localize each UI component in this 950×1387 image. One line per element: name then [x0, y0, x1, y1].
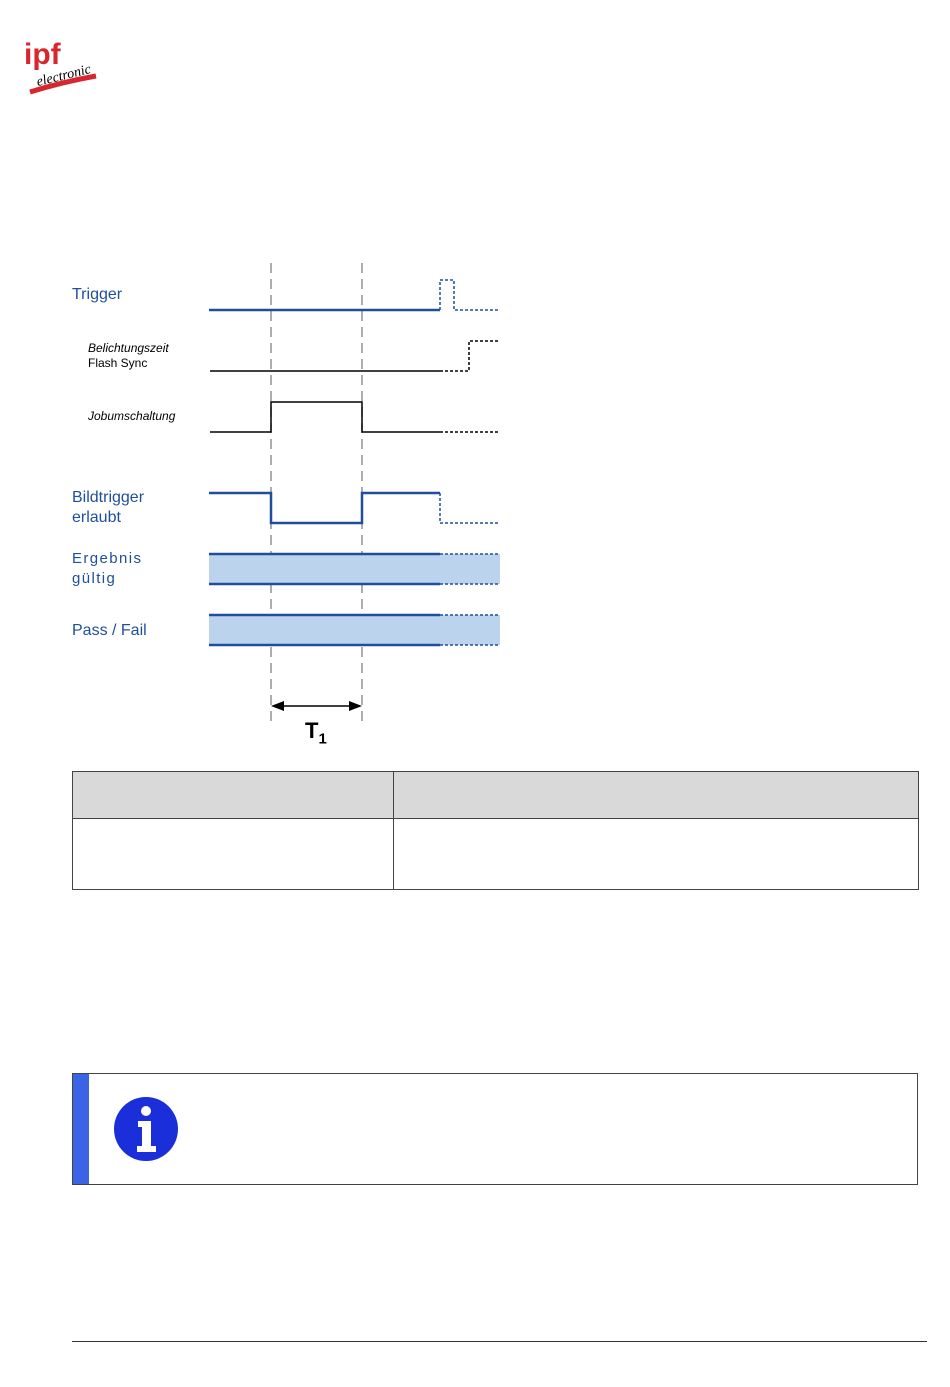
table-header-cell [394, 772, 919, 819]
label-ergebnis-line2: gültig [72, 570, 117, 587]
interval-subscript: 1 [318, 730, 327, 748]
table-cell [394, 819, 919, 890]
label-jobumschaltung: Jobumschaltung [88, 409, 176, 423]
label-ergebnis-line1: Ergebnis [72, 550, 143, 567]
ipf-electronic-logo [22, 38, 100, 98]
table-header-cell [73, 772, 394, 819]
info-note-box [72, 1073, 918, 1185]
label-bildtrigger-line2: erlaubt [72, 509, 121, 526]
t1-arrow [271, 701, 362, 711]
jobumschaltung-waveform [210, 402, 500, 432]
timing-diagram [0, 255, 520, 755]
parameter-table [72, 771, 919, 890]
table-cell [73, 819, 394, 890]
label-bildtrigger [72, 488, 144, 528]
bildtrigger-waveform [209, 493, 500, 523]
trigger-waveform [209, 280, 500, 310]
footer-rule [72, 1341, 927, 1342]
label-passfail: Pass / Fail [72, 622, 147, 639]
label-belichtung-line2: Flash Sync [88, 356, 148, 370]
label-belichtung-line1: Belichtungszeit [88, 341, 169, 355]
passfail-band [209, 615, 500, 645]
ergebnis-band [209, 554, 500, 584]
label-ergebnis [72, 549, 142, 589]
label-trigger: Trigger [72, 286, 123, 303]
table-row [73, 819, 919, 890]
label-belichtung [88, 341, 169, 371]
interval-label [305, 718, 327, 747]
flash-sync-waveform [210, 341, 500, 371]
info-icon [113, 1096, 179, 1162]
info-note-accent-bar [73, 1074, 89, 1184]
logo-text-sub: electronic [35, 62, 93, 91]
label-bildtrigger-line1: Bildtrigger [72, 489, 145, 506]
logo-text-main: ipf [24, 38, 61, 71]
interval-symbol: T [305, 718, 319, 743]
table-header-row [73, 772, 919, 819]
